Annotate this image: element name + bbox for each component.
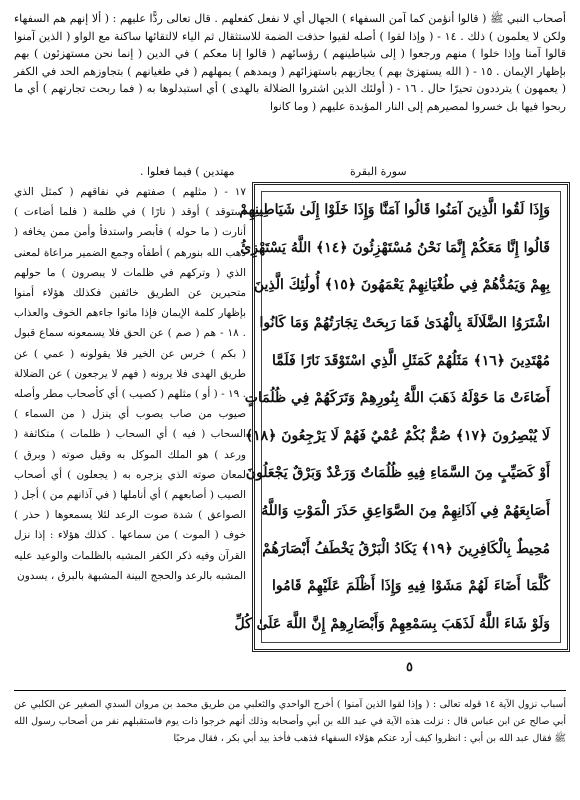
page-number: ٥ <box>406 660 413 675</box>
footnote-divider <box>14 690 566 691</box>
commentary-paragraph: أصحاب النبي ﷺ ( قالوا أنؤمن كما آمن السفهاء ) الجهال أي لا نفعل كفعلهم . قال تعالى ردًّا عليهم : ( ألا إنهم هم السفهاء ولكن لا يعلمون ) ذلك . ١٤ - ( وإذا لقوا ) أصله لقيوا حذفت الضمة للاستثقال ثم الياء لالتقائها ساكنة مع الواو ( الذين آمنوا قالوا آمنا وإذا خلوا ) منهم ورجعوا ( إلى شياطينهم ) رؤسائهم ( قالوا إنا معكم ) في الدين ( إنما نحن مستهزئون ) بهم بإظهار الإيمان . ١٥ - ( الله يستهزئ بهم ) يجازيهم باستهزائهم ( ويمدهم ) يمهلهم ( في طغيانهم ) بتجاوزهم الحد في الكفر ( يعمهون ) يترددون تحيرًا حال . ١٦ - ( أولئك الذين اشتروا الضلالة بالهدى ) أي استبدلوها به ( فما ربحت تجارتهم ) أي ما ربحوا فيها بل خسروا لمصيرهم إلى النار المؤبدة عليهم ( وما كانوا <box>14 12 566 113</box>
quran-line: قَالُوا إِنَّا مَعَكُمْ إِنَّمَا نَحْنُ مُسْتَهْزِئُونَ ﴿١٤﴾ اللَّهُ يَسْتَهْزِئُ <box>240 239 550 256</box>
quran-line: كُلَّمَا أَضَاءَ لَهُمْ مَشَوْا فِيهِ وَإِذَا أَظْلَمَ عَلَيْهِمْ قَامُوا <box>272 578 550 595</box>
quran-text-block <box>234 191 561 643</box>
quran-text-frame <box>234 182 570 652</box>
quran-line: أَصَابِعَهُمْ فِي آذَانِهِمْ مِنَ الصَّوَاعِقِ حَذَرَ الْمَوْتِ وَاللَّهُ <box>261 503 550 519</box>
footnote <box>14 696 566 747</box>
top-commentary <box>14 10 566 160</box>
side-commentary-paragraph: ١٧ - ( مثلهم ) صفتهم في نفاقهم ( كمثل الذي استوقد ) أوقد ( نارًا ) في ظلمة ( فلما أضاءت ) أنارت ( ما حوله ) فأبصر واستدفأ وأمن ممن يخافه ( ذهب الله بنورهم ) أطفأه وجمع الضمير مراعاة لمعنى الذي ( وتركهم في ظلمات لا يبصرون ) ما حولهم متحيرين عن الطريق خائفين فكذلك هؤلاء أمنوا بإظهار كلمة الإيمان فإذا ماتوا جاءهم الخوف والعذاب . ١٨ - هم ( صم ) عن الحق فلا يسمعونه سماع قبول ( بكم ) خرس عن الخير فلا يقولونه ( عمي ) عن طريق الهدى فلا يرونه ( فهم لا يرجعون ) عن الضلالة . ١٩ - ( أو ) مثلهم ( كصيب ) أي كأصحاب مطر وأصله صيوب من صاب يصوب أي ينزل ( من السماء ) السحاب ( فيه ) أي السحاب ( ظلمات ) متكاثفة ( ورعد ) هو الملك الموكل به وقيل صوته ( وبرق ) لمعان صوته الذي يزجره به ( يجعلون ) أي أصحاب الصيب ( أصابعهم ) أي أناملها ( في آذانهم من ) أجل ( الصواعق ) شدة صوت الرعد لئلا يسمعوها ( حذر ) خوف ( الموت ) من سماعها . كذلك هؤلاء : إذا نزل القرآن وفيه ذكر الكفر المشبه بالظلمات والوعيد عليه المشبه بالرعد والحجج البينة المشبهة بالبرق ، يسدون <box>14 186 246 582</box>
quran-line: أَوْ كَصَيِّبٍ مِنَ السَّمَاءِ فِيهِ ظُلُمَاتٌ وَرَعْدٌ وَبَرْقٌ يَجْعَلُونَ <box>245 465 550 482</box>
quran-line: بِهِمْ وَيَمُدُّهُمْ فِي طُغْيَانِهِمْ يَعْمَهُونَ ﴿١٥﴾ أُولَٰئِكَ الَّذِينَ <box>253 277 550 294</box>
quran-line: لَا يُبْصِرُونَ ﴿١٧﴾ صُمٌّ بُكْمٌ عُمْيٌ فَهُمْ لَا يَرْجِعُونَ ﴿١٨﴾ <box>244 427 550 444</box>
surah-title: سورة البقرة <box>350 165 407 178</box>
quran-line: وَلَوْ شَاءَ اللَّهُ لَذَهَبَ بِسَمْعِهِمْ وَأَبْصَارِهِمْ إِنَّ اللَّهَ عَلَىٰ كُلِّ <box>234 615 550 632</box>
quran-line: وَإِذَا لَقُوا الَّذِينَ آمَنُوا قَالُوا آمَنَّا وَإِذَا خَلَوْا إِلَىٰ شَيَاطِينِهِمْ <box>239 202 550 218</box>
quran-line: مُحِيطٌ بِالْكَافِرِينَ ﴿١٩﴾ يَكَادُ الْبَرْقُ يَخْطَفُ أَبْصَارَهُمْ <box>262 540 550 557</box>
left-column-header: مهتدين ) فيما فعلوا . <box>140 165 235 178</box>
quran-line: مُهْتَدِينَ ﴿١٦﴾ مَثَلُهُمْ كَمَثَلِ الَّذِي اسْتَوْقَدَ نَارًا فَلَمَّا <box>272 352 550 369</box>
quran-line: أَضَاءَتْ مَا حَوْلَهُ ذَهَبَ اللَّهُ بِنُورِهِمْ وَتَرَكَهُمْ فِي ظُلُمَاتٍ <box>244 390 550 407</box>
side-commentary-column <box>14 182 246 670</box>
footnote-paragraph: أسباب نزول الآية ١٤ قوله تعالى : ( وإذا لقوا الذين آمنوا ) أخرج الواحدي والثعلبي من طريق محمد بن مروان السدي الصغير عن الكلبي عن أبي صالح عن ابن عباس قال : نزلت هذه الآية في عبد الله بن أبي وأصحابه وذلك أنهم خرجوا ذات يوم فاستقبلهم نفر من أصحاب رسول الله ﷺ فقال عبد الله بن أبي : انظروا كيف أرد عنكم هؤلاء السفهاء فذهب فأخذ بيد أبي بكر ، فقال مرحبًا <box>14 699 566 744</box>
quran-line: اشْتَرَوُا الضَّلَالَةَ بِالْهُدَىٰ فَمَا رَبِحَتْ تِجَارَتُهُمْ وَمَا كَانُوا <box>259 314 550 331</box>
